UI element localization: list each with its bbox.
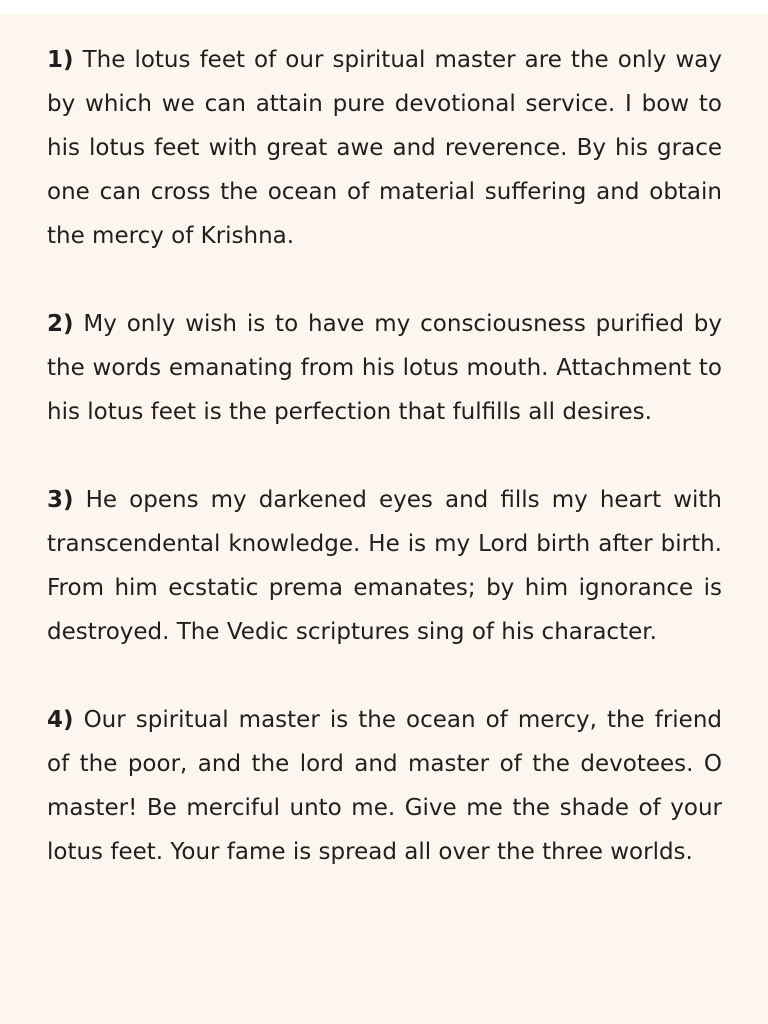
verse-text: The lotus feet of our spiritual master are the only way by which we can attain pure devotional service. I bow to his lotus feet with great awe and reverence. By his grace one can cross the ocean of material suffering and obtain the mercy of Krishna. — [47, 47, 722, 249]
verse-text: He opens my darkened eyes and fills my heart with transcendental knowledge. He is my Lord birth after birth. From him ecstatic prema emanates; by him ignorance is destroyed. The Vedic scriptures sing of his character. — [47, 487, 723, 645]
verse-number: 1) — [47, 47, 74, 73]
verse-3 — [47, 478, 722, 654]
verse-4 — [47, 698, 722, 874]
verse-number: 4) — [47, 707, 74, 733]
verse-number: 2) — [47, 311, 74, 337]
verse-text: Our spiritual master is the ocean of mercy, the friend of the poor, and the lord and master of the devotees. O master! Be merciful unto me. Give me the shade of your lotus feet. Your fame is spread all over the three worlds. — [47, 707, 723, 865]
verse-2 — [47, 302, 722, 434]
document-page — [0, 14, 768, 1024]
verse-1 — [47, 38, 722, 258]
verse-number: 3) — [47, 487, 74, 513]
verse-text: My only wish is to have my consciousness purified by the words emanating from his lotus mouth. Attachment to his lotus feet is the perfection that fulfills all desires. — [47, 311, 722, 425]
